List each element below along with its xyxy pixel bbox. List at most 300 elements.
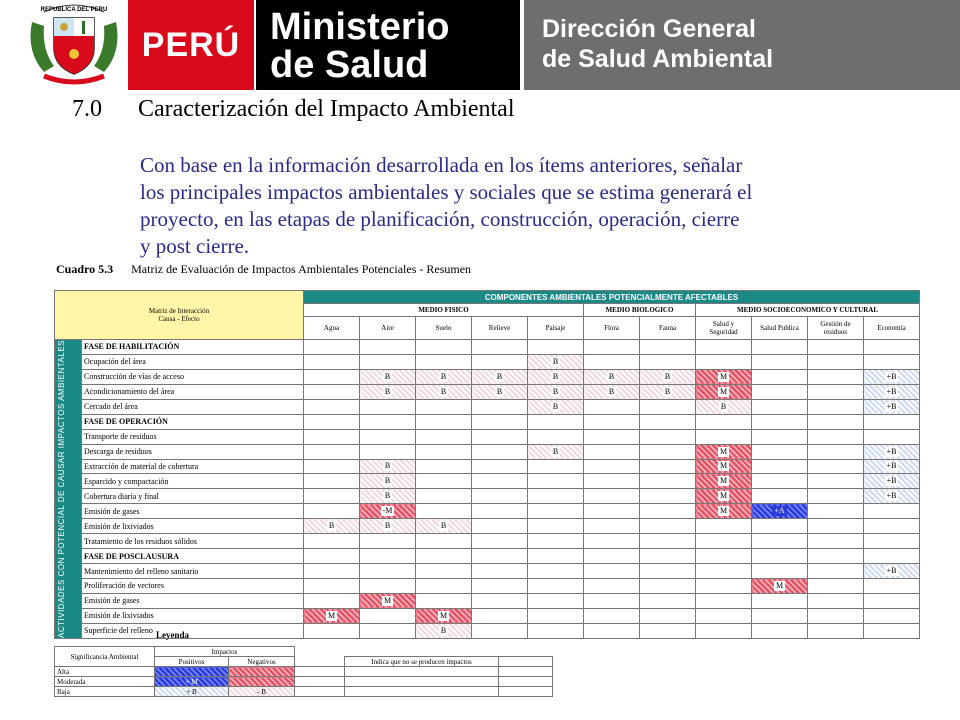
activity-label: Emisión de gases (82, 593, 304, 608)
empty-cell (304, 534, 360, 549)
empty-cell (584, 593, 640, 608)
impact-value: M (719, 476, 728, 486)
legend-negative-header: Negativos (229, 657, 295, 667)
direccion-brand (524, 0, 960, 90)
empty-cell (640, 414, 696, 429)
empty-cell (584, 519, 640, 534)
header-banner (0, 0, 960, 92)
impact-value: B (496, 386, 503, 396)
empty-cell (360, 623, 416, 638)
empty-cell (472, 519, 528, 534)
empty-cell (808, 354, 864, 369)
empty-cell (864, 593, 920, 608)
legend-significance-header: Significancia Ambiental (55, 647, 155, 667)
empty-cell (584, 504, 640, 519)
empty-cell (472, 593, 528, 608)
empty-cell (808, 549, 864, 564)
impact-cell (528, 399, 584, 414)
empty-cell (528, 549, 584, 564)
empty-cell (584, 549, 640, 564)
activity-label: Tratamiento de los residuos sólidos (82, 534, 304, 549)
empty-cell (304, 623, 360, 638)
empty-cell (360, 564, 416, 579)
empty-cell (472, 623, 528, 638)
empty-cell (752, 474, 808, 489)
impact-cell (864, 564, 920, 579)
impact-value: M (775, 580, 784, 590)
legend-table (54, 646, 553, 697)
impact-value: M (719, 461, 728, 471)
empty-cell (808, 623, 864, 638)
empty-cell (584, 444, 640, 459)
activity-label: Esparcido y compactación (82, 474, 304, 489)
impact-value: B (720, 401, 727, 411)
empty-cell (584, 399, 640, 414)
impact-cell (864, 474, 920, 489)
empty-cell (416, 354, 472, 369)
impact-value: +B (886, 566, 897, 576)
legend-empty-swatch (499, 657, 553, 667)
empty-cell (808, 534, 864, 549)
empty-cell (360, 549, 416, 564)
impact-cell (696, 444, 752, 459)
empty-cell (472, 534, 528, 549)
impact-cell (472, 384, 528, 399)
empty-cell (808, 399, 864, 414)
empty-cell (304, 504, 360, 519)
impact-cell (696, 384, 752, 399)
empty-cell (640, 593, 696, 608)
empty-cell (360, 354, 416, 369)
empty-cell (528, 474, 584, 489)
section-number: 7.0 (72, 96, 102, 122)
impact-cell (640, 384, 696, 399)
empty-cell (472, 579, 528, 594)
column-header: Suelo (416, 317, 472, 340)
empty-cell (304, 399, 360, 414)
ministerio-brand (256, 0, 520, 90)
column-header: Agua (304, 317, 360, 340)
empty-cell (808, 384, 864, 399)
empty-cell (416, 593, 472, 608)
impact-value: +B (886, 371, 897, 381)
impact-value: B (552, 371, 559, 381)
impact-value: B (664, 371, 671, 381)
empty-cell (304, 459, 360, 474)
impact-value: B (664, 386, 671, 396)
empty-cell (416, 489, 472, 504)
empty-cell (304, 564, 360, 579)
empty-cell (472, 549, 528, 564)
empty-cell (528, 489, 584, 504)
section-title-text: Caracterización del Impacto Ambiental (138, 96, 515, 122)
impact-cell (864, 384, 920, 399)
empty-cell (416, 340, 472, 355)
corner-label-1: Matriz de Interacción (148, 307, 210, 315)
paragraph-line: Con base en la información desarrollada en los ítems anteriores, señalar (140, 153, 743, 177)
empty-cell (752, 340, 808, 355)
empty-cell (528, 623, 584, 638)
column-header: Salud Publica (752, 317, 808, 340)
empty-cell (640, 399, 696, 414)
empty-cell (640, 623, 696, 638)
empty-cell (808, 489, 864, 504)
impact-cell (304, 519, 360, 534)
empty-cell (808, 564, 864, 579)
empty-cell (472, 459, 528, 474)
empty-cell (304, 474, 360, 489)
empty-cell (360, 579, 416, 594)
empty-cell (696, 608, 752, 623)
empty-cell (808, 459, 864, 474)
legend-pos-low: + B (155, 687, 229, 697)
column-header: Aire (360, 317, 416, 340)
column-header: Paisaje (528, 317, 584, 340)
empty-cell (584, 459, 640, 474)
impact-value: B (552, 386, 559, 396)
activity-label: Transporte de residuos (82, 429, 304, 444)
empty-cell (528, 459, 584, 474)
empty-cell (472, 564, 528, 579)
legend-row-label: Baja (55, 687, 155, 697)
empty-cell (696, 354, 752, 369)
impact-value: M (719, 491, 728, 501)
impact-value: +B (886, 491, 897, 501)
impact-value: M (719, 386, 728, 396)
empty-cell (808, 608, 864, 623)
empty-cell (864, 534, 920, 549)
empty-cell (472, 340, 528, 355)
impact-value: B (384, 371, 391, 381)
empty-cell (304, 369, 360, 384)
empty-cell (640, 608, 696, 623)
empty-cell (416, 579, 472, 594)
empty-cell (696, 579, 752, 594)
empty-cell (696, 549, 752, 564)
peru-coat-of-arms-icon (24, 2, 124, 88)
direccion-line-2: de Salud Ambiental (542, 45, 774, 73)
legend-neg-moderate (229, 677, 295, 687)
impact-value: B (608, 371, 615, 381)
empty-cell (696, 429, 752, 444)
caption-label: Cuadro 5.3 (56, 262, 114, 276)
activity-label: Proliferación de vectores (82, 579, 304, 594)
empty-cell (584, 623, 640, 638)
empty-cell (584, 340, 640, 355)
empty-cell (640, 444, 696, 459)
impact-cell (360, 593, 416, 608)
empty-cell (528, 608, 584, 623)
impact-value: M (719, 506, 728, 516)
impact-cell (696, 474, 752, 489)
intro-paragraph (140, 152, 940, 260)
empty-cell (360, 399, 416, 414)
impact-value: M (719, 446, 728, 456)
impact-value: B (328, 521, 335, 531)
impact-value: M (327, 610, 336, 620)
empty-cell (640, 340, 696, 355)
impact-cell (752, 504, 808, 519)
empty-cell (304, 354, 360, 369)
empty-cell (640, 354, 696, 369)
impact-value: +B (886, 446, 897, 456)
empty-cell (528, 414, 584, 429)
group-header: MEDIO SOCIOECONOMICO Y CULTURAL (696, 304, 920, 317)
empty-cell (808, 444, 864, 459)
empty-cell (528, 593, 584, 608)
empty-cell (416, 429, 472, 444)
empty-cell (864, 504, 920, 519)
matrix-caption (56, 262, 471, 277)
impact-value: B (496, 371, 503, 381)
empty-cell (864, 623, 920, 638)
column-header: Salud y Seguridad (696, 317, 752, 340)
impact-cell (864, 459, 920, 474)
empty-cell (584, 608, 640, 623)
empty-cell (864, 340, 920, 355)
activity-label: Acondicionamiento del área (82, 384, 304, 399)
empty-cell (864, 519, 920, 534)
empty-cell (360, 608, 416, 623)
empty-cell (752, 369, 808, 384)
legend-row-label: Moderada (55, 677, 155, 687)
activity-label: Construcción de vías de acceso (82, 369, 304, 384)
components-header: COMPONENTES AMBIENTALES POTENCIALMENTE AFECTABLES (304, 291, 920, 304)
impact-value: B (384, 521, 391, 531)
impact-value: -M (382, 506, 393, 516)
empty-cell (808, 593, 864, 608)
ministerio-line-2: de Salud (270, 44, 429, 86)
paragraph-line: y post cierre. (140, 234, 250, 258)
empty-cell (528, 579, 584, 594)
empty-cell (752, 414, 808, 429)
empty-cell (752, 623, 808, 638)
impact-cell (696, 504, 752, 519)
impact-cell (360, 504, 416, 519)
impact-cell (528, 354, 584, 369)
impact-cell (584, 369, 640, 384)
empty-cell (304, 549, 360, 564)
activity-label: Ocupación del área (82, 354, 304, 369)
impact-value: M (439, 610, 448, 620)
activity-label: Cobertura diaria y final (82, 489, 304, 504)
empty-cell (752, 593, 808, 608)
empty-cell (472, 474, 528, 489)
empty-cell (472, 414, 528, 429)
empty-cell (528, 564, 584, 579)
empty-cell (752, 429, 808, 444)
impact-cell (360, 519, 416, 534)
empty-cell (416, 564, 472, 579)
ministerio-line-1: Ministerio (270, 6, 450, 48)
column-header: Economía (864, 317, 920, 340)
empty-cell (304, 489, 360, 504)
activity-label: Extracción de material de cobertura (82, 459, 304, 474)
impact-cell (864, 444, 920, 459)
empty-cell (640, 459, 696, 474)
empty-cell (416, 414, 472, 429)
empty-cell (304, 384, 360, 399)
impact-cell (864, 399, 920, 414)
empty-cell (304, 340, 360, 355)
empty-cell (528, 534, 584, 549)
phase-header: FASE DE POSCLAUSURA (82, 549, 304, 564)
empty-cell (864, 429, 920, 444)
impact-cell (696, 489, 752, 504)
column-header: Relieve (472, 317, 528, 340)
empty-cell (304, 414, 360, 429)
impact-value: B (440, 521, 447, 531)
empty-cell (808, 414, 864, 429)
empty-cell (752, 444, 808, 459)
impact-value: M (383, 595, 392, 605)
empty-cell (416, 474, 472, 489)
impact-value: +A (774, 506, 785, 516)
empty-cell (640, 489, 696, 504)
empty-cell (752, 564, 808, 579)
empty-cell (472, 444, 528, 459)
empty-cell (416, 444, 472, 459)
empty-cell (696, 564, 752, 579)
empty-cell (864, 549, 920, 564)
impact-cell (696, 399, 752, 414)
empty-cell (864, 354, 920, 369)
phase-header: FASE DE HABILITACIÓN (82, 340, 304, 355)
activity-label: Mantenimiento del relleno sanitario (82, 564, 304, 579)
section-title (72, 96, 515, 123)
legend-impacts-header: Impactos (155, 647, 295, 657)
impact-value: +B (886, 461, 897, 471)
empty-cell (640, 429, 696, 444)
caption-title: Matriz de Evaluación de Impactos Ambientales Potenciales - Resumen (131, 262, 472, 276)
empty-cell (752, 459, 808, 474)
impact-value: B (552, 401, 559, 411)
corner-label-2: Causa - Efecto (158, 315, 200, 323)
impact-value: B (552, 446, 559, 456)
empty-cell (808, 340, 864, 355)
column-header: Flora (584, 317, 640, 340)
empty-cell (808, 369, 864, 384)
empty-cell (304, 444, 360, 459)
matrix-corner-cell (55, 291, 304, 340)
impact-cell (360, 459, 416, 474)
empty-cell (808, 504, 864, 519)
empty-cell (696, 340, 752, 355)
impact-cell (640, 369, 696, 384)
impact-cell (528, 444, 584, 459)
impact-cell (360, 489, 416, 504)
column-header: Gestión de residuos (808, 317, 864, 340)
empty-cell (584, 354, 640, 369)
empty-cell (696, 414, 752, 429)
side-label (55, 340, 82, 639)
empty-cell (472, 608, 528, 623)
impact-value: B (384, 491, 391, 501)
empty-cell (472, 504, 528, 519)
paragraph-line: proyecto, en las etapas de planificación, construcción, operación, cierre (140, 207, 740, 231)
empty-cell (584, 489, 640, 504)
impact-cell (528, 384, 584, 399)
legend-pos-moderate: + M (155, 677, 229, 687)
direccion-line-1: Dirección General (542, 15, 756, 43)
impact-value: B (384, 461, 391, 471)
empty-cell (864, 414, 920, 429)
impact-value: B (608, 386, 615, 396)
empty-cell (808, 519, 864, 534)
group-header: MEDIO BIOLOGICO (584, 304, 696, 317)
impact-value: +B (886, 476, 897, 486)
activity-label: Emisión de lixiviados (82, 608, 304, 623)
empty-cell (640, 534, 696, 549)
empty-cell (472, 429, 528, 444)
empty-cell (752, 489, 808, 504)
empty-cell (584, 474, 640, 489)
empty-cell (752, 399, 808, 414)
impact-cell (864, 489, 920, 504)
legend-row-label: Alta (55, 667, 155, 677)
empty-cell (584, 429, 640, 444)
empty-cell (416, 459, 472, 474)
empty-cell (640, 549, 696, 564)
legend-title: Leyenda (156, 630, 190, 640)
empty-cell (304, 429, 360, 444)
column-header: Fauna (640, 317, 696, 340)
peru-brand: PERÚ (128, 0, 254, 90)
activity-label: Descarga de residuos (82, 444, 304, 459)
empty-cell (752, 608, 808, 623)
empty-cell (808, 474, 864, 489)
activity-label: Superficie del relleno (82, 623, 304, 638)
phase-header: FASE DE OPERACIÓN (82, 414, 304, 429)
activity-label: Emisión de gases (82, 504, 304, 519)
empty-cell (752, 384, 808, 399)
empty-cell (528, 340, 584, 355)
empty-cell (640, 504, 696, 519)
empty-cell (360, 444, 416, 459)
empty-cell (752, 519, 808, 534)
empty-cell (640, 564, 696, 579)
impact-cell (696, 369, 752, 384)
empty-cell (416, 399, 472, 414)
activity-label: Cercado del área (82, 399, 304, 414)
empty-cell (472, 354, 528, 369)
impact-cell (416, 384, 472, 399)
empty-cell (584, 579, 640, 594)
impact-value: B (552, 356, 559, 366)
empty-cell (360, 534, 416, 549)
empty-cell (472, 399, 528, 414)
empty-cell (752, 534, 808, 549)
empty-cell (640, 519, 696, 534)
empty-cell (416, 504, 472, 519)
empty-cell (640, 474, 696, 489)
empty-cell (696, 593, 752, 608)
legend-neg-low: - B (229, 687, 295, 697)
paragraph-line: los principales impactos ambientales y sociales que se estima generará el (140, 180, 753, 204)
empty-cell (696, 534, 752, 549)
impact-cell (696, 459, 752, 474)
empty-cell (696, 623, 752, 638)
legend-pos-high (155, 667, 229, 677)
empty-cell (864, 608, 920, 623)
impact-cell (360, 384, 416, 399)
impact-value: M (719, 371, 728, 381)
empty-cell (360, 429, 416, 444)
empty-cell (304, 579, 360, 594)
impact-cell (416, 608, 472, 623)
impact-cell (528, 369, 584, 384)
empty-cell (528, 519, 584, 534)
